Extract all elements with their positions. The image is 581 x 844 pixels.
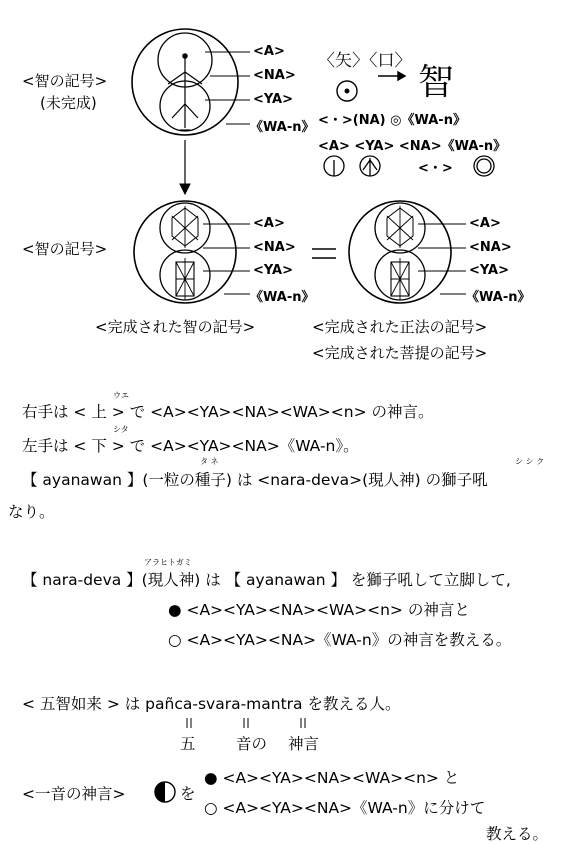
text-line-9-wo: を — [180, 785, 196, 803]
legend-row-1: <・>(NA) ◎《WA-n》 — [318, 113, 466, 128]
ruby-arahitogami: アラヒトガミ — [144, 558, 192, 567]
mid-label-wan: 《WA-n》 — [250, 290, 315, 305]
text-line-9-label: <一音の神言> — [22, 785, 126, 803]
caption-bodhi: <完成された菩提の記号> — [312, 344, 488, 362]
caption-dharma: <完成された正法の記号> — [312, 318, 488, 336]
gloss-sound: 音の — [236, 735, 268, 753]
right-label-wan: 《WA-n》 — [466, 290, 531, 305]
text-line-6: ● <A><YA><NA><WA><n> の神言と — [168, 601, 470, 619]
symbol-label-incomplete: <智の記号> — [22, 72, 108, 90]
mid-label-a: <A> — [253, 216, 285, 231]
complete-dharma-symbol — [349, 201, 466, 303]
circle-label-a: <A> — [253, 44, 285, 59]
text-line-5: 【 nara-deva 】(現人神) は 【 ayanawan 】 を獅子吼して立脚して, — [22, 571, 511, 589]
incomplete-chi-symbol — [132, 29, 250, 135]
legend-icons — [324, 156, 494, 176]
ruby-shishiku: シ シ ク — [515, 457, 545, 466]
text-line-1: 右手は < 上 > で <A><YA><NA><WA><n> の神言。 — [22, 403, 434, 421]
ruby-ue: ウエ — [113, 391, 129, 400]
formula-mark-icon — [337, 72, 405, 101]
text-line-8: < 五智如来 > は pañca-svara-mantra を教える人。 — [22, 695, 401, 713]
caption-chi: <完成された智の記号> — [95, 318, 256, 336]
legend-row-3: <・> — [418, 161, 453, 176]
symbol-label-incomplete-note: (未完成) — [40, 94, 97, 112]
circle-label-wan: 《WA-n》 — [250, 120, 315, 135]
equals-sign — [312, 249, 336, 258]
gloss-marks — [187, 718, 305, 728]
circle-label-ya: <YA> — [253, 92, 294, 107]
half-moon-icon — [155, 782, 175, 802]
text-line-3: 【 ayanawan 】(一粒の種子) は <nara-deva>(現人神) の獅子吼 — [22, 471, 488, 489]
circle-label-na: <NA> — [253, 68, 296, 83]
gloss-mantra: 神言 — [288, 735, 320, 753]
legend-row-2: <A> <YA> <NA>《WA-n》 — [318, 139, 507, 154]
mid-label-na: <NA> — [253, 240, 296, 255]
down-arrow-icon — [180, 140, 190, 194]
right-label-ya: <YA> — [469, 263, 510, 278]
right-label-a: <A> — [469, 216, 501, 231]
text-line-7: ○ <A><YA><NA>《WA-n》の神言を教える。 — [168, 631, 512, 649]
text-line-11: 教える。 — [486, 825, 549, 843]
text-line-9: ● <A><YA><NA><WA><n> と — [204, 769, 460, 787]
complete-chi-symbol — [134, 201, 250, 303]
symbol-label-complete: <智の記号> — [22, 240, 108, 258]
formula-result: 智 — [418, 62, 455, 103]
gloss-five: 五 — [180, 735, 196, 753]
text-line-2: 左手は < 下 > で <A><YA><NA>《WA-n》。 — [22, 437, 359, 455]
right-label-na: <NA> — [469, 240, 512, 255]
text-line-4: なり。 — [8, 503, 55, 521]
formula-left: 〈矢〉〈口〉 — [318, 51, 412, 71]
mid-label-ya: <YA> — [253, 263, 294, 278]
text-line-10: ○ <A><YA><NA>《WA-n》に分けて — [204, 799, 486, 817]
ruby-tane: タ ネ — [200, 457, 219, 466]
ruby-shita: シタ — [113, 425, 129, 434]
